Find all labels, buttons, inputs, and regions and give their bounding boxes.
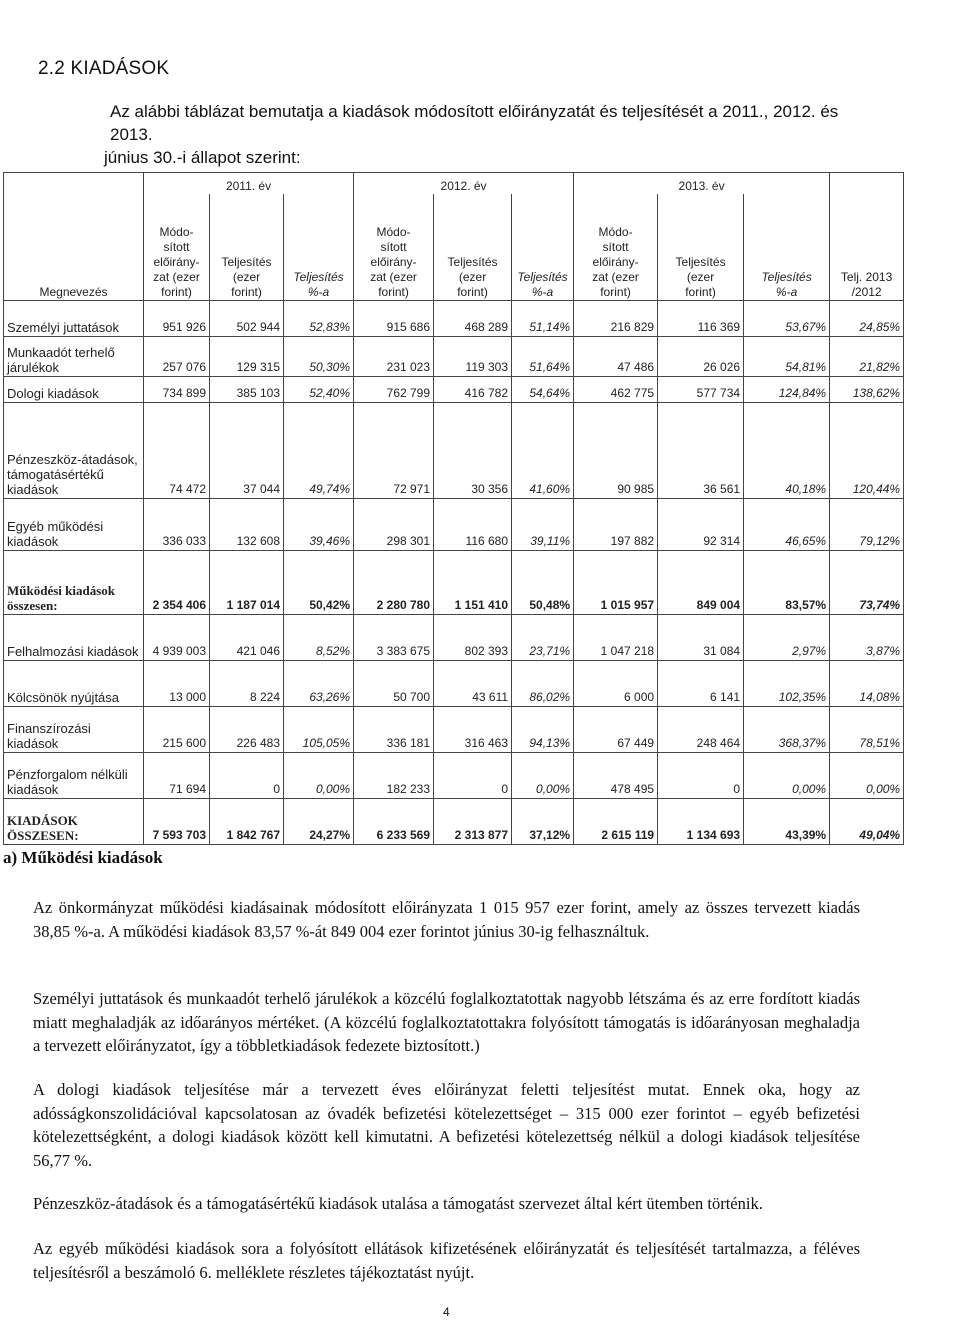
paragraph: Személyi juttatások és munkaadót terhelő járulékok a közcélú foglalkoztatottak nagyobb létszáma és az erre fordított kiadás miatt meghaladják az időarányos mértéket. (A közcélú foglalkoztatottakra folyósított támogatás is időarányosan meghaladja a tervezett előirányzatot, így a többletkiadások fedezete biztosított.) [33, 989, 860, 1055]
percent-cell: 78,51% [830, 707, 904, 753]
percent-cell: 368,37% [744, 707, 830, 753]
table-row [4, 551, 904, 615]
year-2013-header: 2013. év [574, 173, 830, 195]
value-cell: 226 483 [210, 707, 284, 753]
modified-appropriation-header [144, 194, 210, 301]
header-line: sított [602, 240, 629, 254]
header-line: %-a [531, 285, 554, 299]
percent-cell: 54,81% [744, 337, 830, 377]
value-cell: 336 181 [354, 707, 434, 753]
section-title: 2.2 KIADÁSOK [38, 58, 170, 79]
value-cell: 26 026 [658, 337, 744, 377]
value-cell: 50 700 [354, 661, 434, 707]
value-cell: 119 303 [434, 337, 512, 377]
percent-cell: 3,87% [830, 615, 904, 661]
percent-cell: 50,42% [284, 551, 354, 615]
value-cell: 336 033 [144, 499, 210, 551]
percent-cell: 37,12% [512, 799, 574, 845]
value-cell: 734 899 [144, 377, 210, 403]
value-cell: 502 944 [210, 301, 284, 337]
header-line: zat (ezer [370, 270, 417, 284]
paragraph: A dologi kiadások teljesítése már a tervezett éves előirányzat feletti teljesítést mutat. Ennek oka, hogy az adósságkonszolidációval kapcsolatosan az óvadék befizetési kötelezettséget – 315 000 ezer forintot – egyéb befizetési kötelezettségként, a dologi kiadások között kell kimutatni. A befizetési kötelezettség nélkül a dologi kiadások teljesítése 56,77 %. [33, 1080, 860, 1170]
value-cell: 951 926 [144, 301, 210, 337]
value-cell: 71 694 [144, 753, 210, 799]
percent-cell: 50,30% [284, 337, 354, 377]
performance-header [434, 194, 512, 301]
header-line: forint) [685, 285, 716, 299]
value-cell: 462 775 [574, 377, 658, 403]
percent-cell: 41,60% [512, 403, 574, 499]
value-cell: 385 103 [210, 377, 284, 403]
percent-cell: 2,97% [744, 615, 830, 661]
table-row [4, 337, 904, 377]
header-line: forint) [231, 285, 262, 299]
percent-cell: 46,65% [744, 499, 830, 551]
value-cell: 216 829 [574, 301, 658, 337]
header-line: Teljesítés [675, 255, 726, 269]
table-row [4, 753, 904, 799]
value-cell: 43 611 [434, 661, 512, 707]
modified-appropriation-header [574, 194, 658, 301]
header-line: Módo- [159, 225, 194, 239]
value-cell: 478 495 [574, 753, 658, 799]
value-cell: 8 224 [210, 661, 284, 707]
header-line: előirány- [370, 255, 417, 269]
value-cell: 90 985 [574, 403, 658, 499]
value-cell: 47 486 [574, 337, 658, 377]
paragraph: Az egyéb működési kiadások sora a folyósított ellátások kifizetésének előirányzatát és teljesítését tartalmazza, a féléves teljesítésről a beszámoló 6. melléklete részletes tájékoztatást nyújt. [33, 1239, 860, 1282]
percent-cell: 24,27% [284, 799, 354, 845]
intro-text [104, 100, 870, 169]
value-cell: 129 315 [210, 337, 284, 377]
value-cell: 421 046 [210, 615, 284, 661]
value-cell: 4 939 003 [144, 615, 210, 661]
header-line: zat (ezer [592, 270, 639, 284]
percent-cell: 53,67% [744, 301, 830, 337]
value-cell: 1 151 410 [434, 551, 512, 615]
value-cell: 36 561 [658, 403, 744, 499]
table-row [4, 799, 904, 845]
table-row [4, 403, 904, 499]
value-cell: 0 [658, 753, 744, 799]
percent-cell: 54,64% [512, 377, 574, 403]
value-cell: 30 356 [434, 403, 512, 499]
performance-header [210, 194, 284, 301]
value-cell: 6 141 [658, 661, 744, 707]
percent-cell: 49,74% [284, 403, 354, 499]
value-cell: 116 680 [434, 499, 512, 551]
header-line: Teljesítés [517, 270, 568, 284]
value-cell: 215 600 [144, 707, 210, 753]
percent-cell: 120,44% [830, 403, 904, 499]
row-label: Személyi juttatások [4, 301, 144, 337]
value-cell: 257 076 [144, 337, 210, 377]
value-cell: 802 393 [434, 615, 512, 661]
value-cell: 31 084 [658, 615, 744, 661]
percent-cell: 94,13% [512, 707, 574, 753]
row-label: Munkaadót terhelő járulékok [4, 337, 144, 377]
value-cell: 6 000 [574, 661, 658, 707]
header-line: /2012 [851, 285, 882, 299]
row-label: Pénzforgalom nélküli kiadások [4, 753, 144, 799]
column-header-row [4, 194, 904, 301]
header-line: %-a [775, 285, 798, 299]
percent-cell: 63,26% [284, 661, 354, 707]
percent-cell: 0,00% [512, 753, 574, 799]
value-cell: 762 799 [354, 377, 434, 403]
value-cell: 2 615 119 [574, 799, 658, 845]
percent-cell: 83,57% [744, 551, 830, 615]
percent-cell: 40,18% [744, 403, 830, 499]
table-row [4, 499, 904, 551]
header-line: Teljesítés [447, 255, 498, 269]
table-row [4, 301, 904, 337]
header-line: forint) [457, 285, 488, 299]
percent-cell: 52,40% [284, 377, 354, 403]
value-cell: 7 593 703 [144, 799, 210, 845]
percent-cell: 43,39% [744, 799, 830, 845]
value-cell: 248 464 [658, 707, 744, 753]
row-label: Kölcsönök nyújtása [4, 661, 144, 707]
percent-cell: 14,08% [830, 661, 904, 707]
performance-percent-header [512, 194, 574, 301]
table-row [4, 615, 904, 661]
name-column-header-text: Megnevezés [39, 285, 108, 299]
value-cell: 416 782 [434, 377, 512, 403]
empty-header-cell [4, 173, 144, 195]
value-cell: 2 313 877 [434, 799, 512, 845]
modified-appropriation-header [354, 194, 434, 301]
percent-cell: 21,82% [830, 337, 904, 377]
table-row [4, 377, 904, 403]
header-line: forint) [600, 285, 631, 299]
percent-cell: 23,71% [512, 615, 574, 661]
value-cell: 849 004 [658, 551, 744, 615]
value-cell: 1 015 957 [574, 551, 658, 615]
header-line: Módo- [598, 225, 633, 239]
value-cell: 2 354 406 [144, 551, 210, 615]
expenditure-table [3, 172, 904, 845]
name-column-header [4, 194, 144, 301]
value-cell: 231 023 [354, 337, 434, 377]
year-2012-header: 2012. év [354, 173, 574, 195]
performance-header [658, 194, 744, 301]
percent-cell: 39,11% [512, 499, 574, 551]
year-header-row [4, 173, 904, 195]
value-cell: 1 047 218 [574, 615, 658, 661]
header-line: előirány- [153, 255, 200, 269]
value-cell: 74 472 [144, 403, 210, 499]
value-cell: 132 608 [210, 499, 284, 551]
ratio-2013-2012-header [830, 194, 904, 301]
header-line: (ezer [458, 270, 487, 284]
percent-cell: 39,46% [284, 499, 354, 551]
subsection-title: a) Működési kiadások [3, 848, 163, 867]
value-cell: 577 734 [658, 377, 744, 403]
value-cell: 13 000 [144, 661, 210, 707]
percent-cell: 102,35% [744, 661, 830, 707]
percent-cell: 51,64% [512, 337, 574, 377]
performance-percent-header [284, 194, 354, 301]
header-line: Teljesítés [761, 270, 812, 284]
paragraph: Az önkormányzat működési kiadásainak módosított előirányzata 1 015 957 ezer forint, amely az összes tervezett kiadás 38,85 %-a. A működési kiadások 83,57 %-át 849 004 ezer forintot június 30-ig felhasználtuk. [33, 898, 860, 941]
row-label: Működési kiadások összesen: [4, 551, 144, 615]
table-row [4, 661, 904, 707]
value-cell: 0 [210, 753, 284, 799]
row-label: Egyéb működési kiadások [4, 499, 144, 551]
header-line: forint) [378, 285, 409, 299]
percent-cell: 79,12% [830, 499, 904, 551]
header-line: Telj. 2013 [840, 270, 893, 284]
percent-cell: 73,74% [830, 551, 904, 615]
value-cell: 72 971 [354, 403, 434, 499]
header-line: sított [380, 240, 407, 254]
value-cell: 2 280 780 [354, 551, 434, 615]
empty-header-cell [830, 173, 904, 195]
percent-cell: 0,00% [830, 753, 904, 799]
value-cell: 1 134 693 [658, 799, 744, 845]
performance-percent-header [744, 194, 830, 301]
value-cell: 1 187 014 [210, 551, 284, 615]
percent-cell: 105,05% [284, 707, 354, 753]
value-cell: 316 463 [434, 707, 512, 753]
value-cell: 298 301 [354, 499, 434, 551]
percent-cell: 0,00% [284, 753, 354, 799]
header-line: forint) [161, 285, 192, 299]
percent-cell: 8,52% [284, 615, 354, 661]
percent-cell: 124,84% [744, 377, 830, 403]
header-line: Teljesítés [293, 270, 344, 284]
header-line: Módo- [376, 225, 411, 239]
percent-cell: 138,62% [830, 377, 904, 403]
row-label: Pénzeszköz-átadások, támogatásértékű kiadások [4, 403, 144, 499]
value-cell: 0 [434, 753, 512, 799]
row-label: Felhalmozási kiadások [4, 615, 144, 661]
header-line: zat (ezer [153, 270, 200, 284]
value-cell: 37 044 [210, 403, 284, 499]
value-cell: 915 686 [354, 301, 434, 337]
intro-line-2: június 30.-i állapot szerint: [104, 148, 301, 167]
paragraph: Pénzeszköz-átadások és a támogatásértékű kiadások utalása a támogatást szervezet által kért ütemben történik. [33, 1194, 763, 1213]
header-line: %-a [307, 285, 330, 299]
row-label: Dologi kiadások [4, 377, 144, 403]
year-2011-header: 2011. év [144, 173, 354, 195]
percent-cell: 51,14% [512, 301, 574, 337]
row-label: KIADÁSOK ÖSSZESEN: [4, 799, 144, 845]
percent-cell: 52,83% [284, 301, 354, 337]
page-number: 4 [443, 1305, 450, 1319]
value-cell: 182 233 [354, 753, 434, 799]
header-line: sított [163, 240, 190, 254]
row-label: Finanszírozási kiadások [4, 707, 144, 753]
value-cell: 92 314 [658, 499, 744, 551]
header-line: előirány- [592, 255, 639, 269]
percent-cell: 86,02% [512, 661, 574, 707]
value-cell: 468 289 [434, 301, 512, 337]
header-line: Teljesítés [221, 255, 272, 269]
percent-cell: 49,04% [830, 799, 904, 845]
value-cell: 6 233 569 [354, 799, 434, 845]
table-row [4, 707, 904, 753]
header-line: (ezer [686, 270, 715, 284]
percent-cell: 50,48% [512, 551, 574, 615]
header-line: (ezer [232, 270, 261, 284]
value-cell: 116 369 [658, 301, 744, 337]
intro-line-1: Az alábbi táblázat bemutatja a kiadások módosított előirányzatát és teljesítését a 2011., 2012. és 2013. [110, 102, 839, 144]
percent-cell: 0,00% [744, 753, 830, 799]
value-cell: 197 882 [574, 499, 658, 551]
value-cell: 67 449 [574, 707, 658, 753]
value-cell: 3 383 675 [354, 615, 434, 661]
percent-cell: 24,85% [830, 301, 904, 337]
value-cell: 1 842 767 [210, 799, 284, 845]
